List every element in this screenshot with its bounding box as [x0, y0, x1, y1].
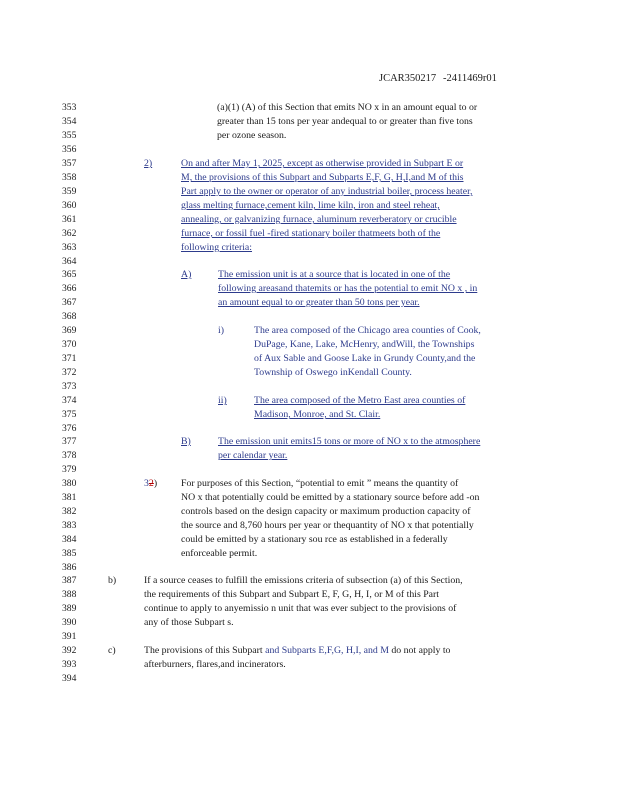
line-number: 382: [62, 506, 77, 517]
line-number: 378: [62, 450, 77, 461]
body-line-inserted: The emission unit is at a source that is located in one of the: [218, 269, 451, 280]
line-number: 362: [62, 228, 77, 239]
text-segment: do not apply to: [388, 645, 451, 656]
body-line: the source and 8,760 hours per year or thequantity of NO x that potentially: [181, 520, 474, 531]
body-line: continue to apply to anyemissio n unit that was ever subject to the provisions of: [144, 603, 457, 614]
line-number: 368: [62, 311, 77, 322]
body-line-inserted: annealing, or galvanizing furnace, aluminum reverberatory or crucible: [181, 214, 457, 225]
line-number: 379: [62, 464, 77, 475]
body-line-inserted: per calendar year.: [218, 450, 288, 461]
line-number: 385: [62, 548, 77, 559]
line-number: 376: [62, 423, 77, 434]
deleted-number: 2: [148, 478, 154, 489]
line-number: 381: [62, 492, 77, 503]
line-number: 391: [62, 631, 77, 642]
body-line: greater than 15 tons per year andequal to or greater than five tons: [217, 116, 473, 127]
body-line: controls based on the design capacity or maximum production capacity of: [181, 506, 471, 517]
line-number: 357: [62, 158, 77, 169]
subsection-marker: B): [181, 436, 191, 447]
line-number: 380: [62, 478, 77, 489]
inserted-text-segment: and Subparts E,F,G, H,I, and M: [265, 645, 389, 656]
body-line: afterburners, flares,and incinerators.: [144, 659, 286, 670]
revision-code: -2411469r01: [443, 73, 497, 84]
line-number: 365: [62, 269, 77, 280]
body-line-inserted: glass melting furnace,cement kiln, lime kiln, iron and steel reheat,: [181, 200, 440, 211]
body-line-inserted: The area composed of the Metro East area counties of: [254, 395, 466, 406]
subsection-marker: i): [218, 325, 224, 336]
subsection-marker: ii): [218, 395, 227, 406]
body-line: could be emitted by a stationary sou rce as established in a federally: [181, 534, 448, 545]
body-line: (a)(1) (A) of this Section that emits NO x in an amount equal to or: [217, 102, 478, 113]
line-number: 392: [62, 645, 77, 656]
line-number: 363: [62, 242, 77, 253]
body-line: the requirements of this Subpart and Subpart E, F, G, H, I, or M of this Part: [144, 589, 439, 600]
body-line-inserted: Part apply to the owner or operator of any industrial boiler, process heater,: [181, 186, 473, 197]
line-number: 387: [62, 575, 77, 586]
line-number: 371: [62, 353, 77, 364]
body-line-inserted: Madison, Monroe, and St. Clair.: [254, 409, 381, 420]
line-number: 393: [62, 659, 77, 670]
text-segment: The provisions of this Subpart: [144, 645, 266, 656]
line-number: 374: [62, 395, 77, 406]
line-number: 384: [62, 534, 77, 545]
line-number: 370: [62, 339, 77, 350]
body-line-inserted: furnace, or fossil fuel -fired stationary boiler thatmeets both of the: [181, 228, 441, 239]
line-number: 358: [62, 172, 77, 183]
line-number: 360: [62, 200, 77, 211]
marker-paren: ): [153, 478, 158, 489]
line-number: 375: [62, 409, 77, 420]
subsection-marker: b): [108, 575, 117, 586]
body-line-inserted: following areasand thatemits or has the potential to emit NO x , in: [218, 283, 478, 294]
line-number: 354: [62, 116, 77, 127]
line-number: 355: [62, 130, 77, 141]
body-line-inserted: On and after May 1, 2025, except as otherwise provided in Subpart E or: [181, 158, 464, 169]
line-number: 372: [62, 367, 77, 378]
body-line: enforceable permit.: [181, 548, 258, 559]
body-line: [144, 644, 450, 658]
body-line: NO x that potentially could be emitted by a stationary source before add -on: [181, 492, 480, 503]
line-number: 373: [62, 381, 77, 392]
subsection-marker: 2): [144, 158, 153, 169]
line-number: 361: [62, 214, 77, 225]
line-number: 386: [62, 562, 77, 573]
body-line: any of those Subpart s.: [144, 617, 234, 628]
body-line: per ozone season.: [217, 130, 287, 141]
line-number: 390: [62, 617, 77, 628]
line-number: 369: [62, 325, 77, 336]
line-number: 366: [62, 283, 77, 294]
body-line: For purposes of this Section, “potential to emit ” means the quantity of: [181, 478, 459, 489]
subsection-marker: c): [108, 645, 116, 656]
line-number: 377: [62, 436, 77, 447]
body-line-inserted: Township of Oswego inKendall County.: [254, 367, 412, 378]
body-line-inserted: DuPage, Kane, Lake, McHenry, andWill, the Townships: [254, 339, 475, 350]
line-number: 394: [62, 673, 77, 684]
line-number: 367: [62, 297, 77, 308]
body-line-inserted: of Aux Sable and Goose Lake in Grundy County,and the: [254, 353, 476, 364]
subsection-marker: A): [181, 269, 192, 280]
body-line-inserted: The area composed of the Chicago area counties of Cook,: [254, 325, 481, 336]
line-number: 359: [62, 186, 77, 197]
body-line-inserted: The emission unit emits15 tons or more of NO x to the atmosphere: [218, 436, 481, 447]
document-id: JCAR350217: [379, 73, 437, 84]
body-line-inserted: M, the provisions of this Subpart and Subparts E,F, G, H,I,and M of this: [181, 172, 464, 183]
body-line: If a source ceases to fulfill the emissions criteria of subsection (a) of this Section,: [144, 575, 463, 586]
subsection-marker: [144, 477, 157, 491]
line-number: 389: [62, 603, 77, 614]
line-number: 388: [62, 589, 77, 600]
inserted-number: 3: [144, 478, 149, 489]
body-line-inserted: following criteria:: [181, 242, 253, 253]
body-line-inserted: an amount equal to or greater than 50 tons per year.: [218, 297, 420, 308]
line-number: 364: [62, 256, 77, 267]
line-number: 383: [62, 520, 77, 531]
line-number: 356: [62, 144, 77, 155]
line-number: 353: [62, 102, 77, 113]
